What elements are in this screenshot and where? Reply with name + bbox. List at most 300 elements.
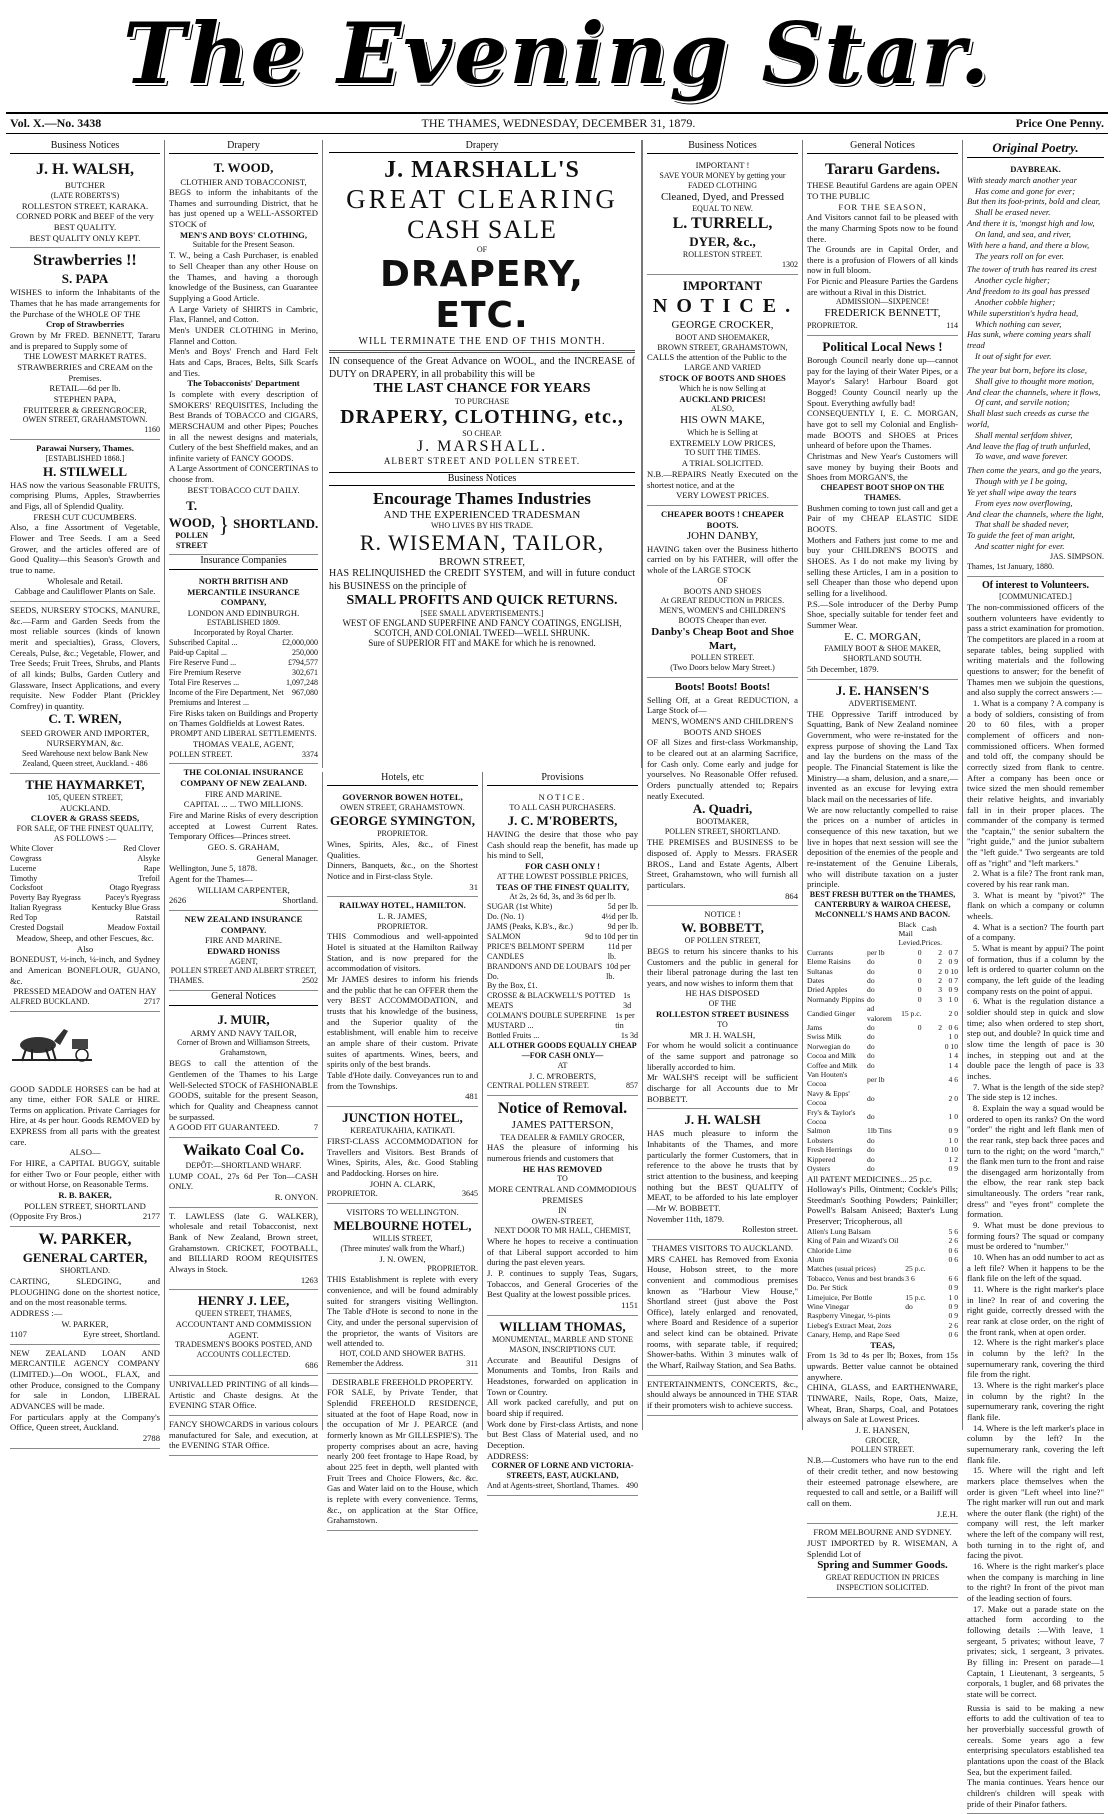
table-cell <box>905 1246 926 1255</box>
ad-text: BEST QUALITY ONLY KEPT. <box>29 232 141 243</box>
poem-line: The tower of truth has reared its crest <box>967 264 1097 275</box>
list-row <box>10 864 160 874</box>
list-cell: By the Box, £1. <box>487 981 538 991</box>
poem-line: But then its foot-prints, bold and clear, <box>967 196 1101 207</box>
section-heading: Hotels, etc <box>327 772 478 786</box>
question-item: 5. What is meant by appui? The point of formation, thus if a column by the left is ordered to quarter column on the company, the left guide of the leading company rests on the point of appui. <box>967 943 1104 996</box>
ad-text: FIRE AND MARINE. <box>204 935 283 946</box>
ad-text: OF <box>717 575 728 585</box>
poem-line: With here a hand, and there a blow, <box>967 239 1090 250</box>
ad-name: THE COLONIAL INSURANCE COMPANY OF NEW ZEALAND. <box>180 767 307 789</box>
table-cell: 0 <box>917 975 922 985</box>
ad-number: 114 <box>946 320 958 330</box>
ad-text: General Manager. <box>256 852 318 863</box>
table-cell <box>922 1136 942 1145</box>
list-cell: 9d per lb. <box>607 921 638 931</box>
table-cell: 0 9 <box>948 1283 958 1293</box>
ad-title: VISITORS TO WELLINGTON. <box>346 1207 459 1218</box>
table-cell <box>899 1042 922 1051</box>
article-text: The non-commissioned officers of the southern volunteers have evidently to pass a strict examination for promotion. The competitors are placed in a room at separate tables, being supplied with writing materials and the following questions to answer; for the benefit of Thames men we subjoin the questions, and also supply the correct answers :— <box>967 602 1104 698</box>
poem-line: Another cobble higher; <box>975 296 1056 307</box>
question-item: 6. What is the regulation distance a soldier should step in quick and slow time; also when ordered to step short, step out, and double? In quick time and slow time the length of pace is 30 inches, in stepping out and at the double pace the length of pace is 33 inches. <box>967 996 1104 1081</box>
ad-text: ALSO— <box>69 1147 101 1158</box>
ad-text: TO <box>557 1174 568 1184</box>
column-6 <box>802 140 962 1592</box>
hansen-price-table-2 <box>807 1227 958 1340</box>
ad-text: A Large Assortment of CONCERTINAS to choose from. <box>169 463 318 485</box>
table-cell <box>905 1255 926 1264</box>
ad-wren <box>10 602 160 774</box>
list-cell: Crested Dogstail <box>10 923 64 933</box>
poem-line: Shall give to thought more motion, <box>975 375 1095 386</box>
table-cell: 0 <box>917 966 922 976</box>
ad-name: S. PAPA <box>61 271 109 287</box>
ad-text: Mr JAMES desires to inform his friends and the public that he can OFFER them the very BEST ACCOMMODATION, and trusts that his knowledge of the business, and the Superior quality of the establishment, will enable him to receive an ample share of their custom. Private suites of apartments. Wines, beers, and spirits only of the best brands. <box>327 974 478 1070</box>
list-cell: PRICE'S BELMONT SPERM CANDLES <box>487 941 585 961</box>
table-cell: 2 6 <box>948 1236 958 1246</box>
ad-address: OWEN STREET, GRAHAMSTOWN. <box>340 803 465 813</box>
ad-signature: J. E. HANSEN, <box>855 1424 910 1435</box>
table-cell <box>926 1293 942 1302</box>
ad-title: IMPORTANT <box>682 278 763 294</box>
ad-text: SMALL PROFITS AND QUICK RETURNS. <box>346 593 618 608</box>
table-cell <box>926 1227 942 1236</box>
ad-text: FAMILY BOOT & SHOE MAKER, <box>824 644 941 654</box>
ad-text: LARGE AND VARIED <box>684 363 761 373</box>
section-heading: Drapery <box>329 140 635 153</box>
ad-cahel <box>647 1240 798 1376</box>
ad-name: H. STILWELL <box>42 463 128 479</box>
ad-number: 3374 <box>302 749 318 759</box>
ad-text: Shortland. <box>282 895 318 906</box>
table-cell <box>926 1246 942 1255</box>
section-heading: General Notices <box>169 991 318 1005</box>
column-hotels <box>322 772 482 1526</box>
ad-signature: GEORGE SYMINGTON, <box>330 812 475 828</box>
ad-text: SEEDS, NURSERY STOCKS, MANURE, &c.—Farm and Garden Seeds from the most reliable sources (kinds of known merit and specialties), Grass, Clovers, Cereals, Pulse, &c.; Vegetable, Flower, and Tree Seeds; Fruit Trees, Shrubs, and Plants of all kinds; Bulbs, Garden Cutlery and Glassware, Insect Applications, and every requisite. New Fodder Plant (Prickley Comfrey) in quantity. <box>10 604 160 711</box>
list-row <box>10 913 160 923</box>
ad-signature: GEO. S. GRAHAM, <box>207 842 280 853</box>
poem-line: Has sunk, where coming years shall tread <box>967 329 1091 351</box>
ad-address: Seed Warehouse next below Bank New Zealand, Queen street, Auckland. - 486 <box>21 748 149 768</box>
table-row <box>807 1108 958 1127</box>
poem-date: Thames, 1st January, 1880. <box>967 561 1055 571</box>
table-cell: Dried Apples <box>807 985 848 995</box>
table-row <box>807 1302 958 1311</box>
ad-text: Remember the Address. <box>327 1358 404 1368</box>
list-cell: JAMS (Peaks, K.B's., &c.) <box>487 921 573 931</box>
table-cell: 1 4 <box>948 1060 958 1070</box>
ad-text: A GOOD FIT GUARANTEED. <box>169 1122 280 1133</box>
table-cell: 1 4 <box>948 1051 958 1061</box>
table-cell: Eleme Raisins <box>807 957 851 967</box>
table-cell: do <box>867 1154 875 1164</box>
ad-text: AT <box>557 1060 568 1070</box>
ad-strawberries <box>10 248 160 440</box>
table-cell <box>905 1330 926 1339</box>
ad-text: CONSEQUENTLY I, E. C. MORGAN, have got to sell my Colonial and English-made BOOTS and SHOES at Prices unheard of before upon the Thames. <box>807 408 958 451</box>
ad-signature: J. N. OWEN, <box>379 1253 426 1264</box>
ad-text: VERY LOWEST PRICES. <box>676 490 769 501</box>
ad-text: INSPECTION SOLICITED. <box>836 1582 929 1592</box>
poem-line: Shall be erased never. <box>975 207 1051 218</box>
ad-address: POLLEN STREET. <box>850 1445 915 1455</box>
volume-number: Vol. X.—No. 3438 <box>10 116 102 130</box>
ad-junction-hotel <box>327 1107 478 1204</box>
table-header-cell: Cash <box>921 924 937 934</box>
ad-text: MRS CAHEL has Removed from Exonia House, Hobson street, to the more convenient and commodious premises known as "Harbour View House," Shortland street (just above the Post Office), lately enlarged and renovated, where Board and Residence of a superior and select kind can be obtained. Private rooms, with separate table, if required; Shower-baths. Within 3 minutes walk of the Wharf, Railway Station, and Sea Baths. <box>647 1253 798 1371</box>
poem-text <box>967 175 1104 552</box>
ad-text: HAVING taken over the Business hitherto carried on by his FATHER, will offer the whole of the LARGE STOCK <box>647 543 798 576</box>
list-row <box>487 1011 638 1031</box>
table-row <box>807 1023 958 1032</box>
table-cell: 15 p.c. <box>905 1292 926 1302</box>
ad-text: NEXT DOOR TO MR HALL, CHEMIST, <box>494 1226 631 1236</box>
ad-number: 1160 <box>144 425 160 435</box>
table-cell: Swiss Milk <box>807 1032 842 1042</box>
list-cell: White Clover <box>10 843 54 853</box>
question-item: 4. What is a section? The fourth part of a company. <box>967 921 1104 943</box>
list-row <box>169 688 318 708</box>
ad-name: J. C. M'ROBERTS, <box>507 812 618 828</box>
ad-nursery <box>10 440 160 602</box>
table-cell: Matches (usual prices) <box>807 1264 876 1274</box>
section-heading: Original Poetry. <box>967 140 1104 158</box>
table-cell <box>899 1051 922 1060</box>
list-cell: Rape <box>143 863 160 873</box>
table-row <box>807 1136 958 1145</box>
ad-text: DYER, &c., <box>689 234 756 250</box>
table-row <box>807 1311 958 1320</box>
ad-text: BONEDUST, ½-inch, ¼-inch, and Sydney and American BONEFLOUR, GUANO, &c. <box>10 954 160 986</box>
table-cell: do <box>867 1135 875 1145</box>
poem-author: JAS. SIMPSON. <box>1049 551 1104 561</box>
ad-number: 1151 <box>621 1300 638 1311</box>
table-cell: Tobacco, Venus and best brands <box>807 1273 904 1283</box>
poem-daybreak <box>967 161 1104 577</box>
ad-text: CHEAPEST BOOT SHOP ON THE THAMES. <box>820 482 945 502</box>
table-cell: do <box>867 1051 875 1061</box>
table-cell <box>926 1321 942 1330</box>
list-cell: Paid-up Capital ... <box>169 648 227 658</box>
table-cell: 3 <box>938 994 942 1004</box>
ad-text: T. W., being a Cash Purchaser, is enabled to Sell Cheaper than any other House on the Thames, and having a thorough knowledge of the Business, can Guarantee Supplying a Good Article. <box>169 250 318 303</box>
ad-subtitle: Danby's Cheap Boot and Shoe Mart, <box>651 626 794 652</box>
table-cell <box>905 1283 926 1292</box>
newspaper-title: The Evening Star. <box>122 4 992 103</box>
ad-text: MORE CENTRAL AND COMMODIOUS PREMISES <box>488 1184 637 1206</box>
poem-line: The year but born, before its close, <box>967 364 1087 375</box>
table-header-cell <box>807 938 867 947</box>
ad-title: Notice of Removal. <box>497 1100 628 1118</box>
list-row <box>10 883 160 893</box>
ad-text: HAS the pleasure of informing his numerous friends and customers that <box>487 1142 638 1164</box>
ad-text: Grown by Mr FRED. BENNETT, Tararu and is prepared to Supply some of <box>10 329 160 351</box>
list-cell: Timothy <box>10 873 38 883</box>
ad-address: POLLEN STREET. <box>169 749 233 759</box>
section-heading: Business Notices <box>329 472 635 486</box>
ad-text: WISHES to inform the Inhabitants of the Thames that he has made arrangements for the Purchase of the WHOLE OF THE <box>10 287 160 319</box>
table-cell <box>899 1164 922 1173</box>
list-row <box>10 903 160 913</box>
ad-parker <box>10 1227 160 1345</box>
ad-text: We are now reluctantly compelled to raise the prices on a number of articles in consequence of this new taxation, but we live in hopes that next session will see the deposition of the enemies of the people and re-instatement of the Genuine Liberals, who will distribute taxation on a juster principle. <box>807 804 958 890</box>
ad-text: ADDRESS: <box>487 1450 529 1461</box>
columns <box>6 140 1108 1809</box>
table-cell: Sultanas <box>807 966 833 976</box>
question-item: 13. Where is the right marker's place in column by the right? In the supernumerary rank, covering the right flank file. <box>967 1379 1104 1422</box>
table-cell: 3 6 <box>905 1273 915 1283</box>
table-cell <box>905 1227 926 1236</box>
list-cell: Total Fire Reserves ... <box>169 677 240 687</box>
table-cell: per lb <box>867 1074 885 1084</box>
ad-walsh <box>10 157 160 248</box>
table-row <box>807 1155 958 1164</box>
table-row <box>807 1246 958 1255</box>
ad-text: THAMES. <box>169 976 204 986</box>
ad-text: PROPRIETOR. <box>377 829 428 839</box>
table-cell: Wine Vinegar <box>807 1302 849 1312</box>
ad-signature: W. PARKER, <box>61 1318 109 1329</box>
table-row <box>807 1264 958 1273</box>
ad-text: HAS now the various Seasonable FRUITS, comprising Plums, Apples, Strawberries and Figs, all of Splendid Quality. <box>10 479 160 512</box>
table-cell: 0 6 <box>948 1245 958 1255</box>
table-cell <box>922 1061 942 1070</box>
ad-date: November 11th, 1879. <box>647 1213 725 1224</box>
table-cell <box>922 1089 942 1108</box>
table-row <box>807 1042 958 1051</box>
ad-text: BEST FRESH BUTTER on the THAMES, CANTERBURY & WAIROA CHEESE, McCONNELL'S HAMS AND BACON. <box>809 889 956 919</box>
ad-text: FANCY SHOWCARDS in various colours manufactured for Sale, and execution, at the EVENING STAR Office. <box>169 1418 318 1451</box>
ad-name: HENRY J. LEE, <box>197 1293 290 1309</box>
issue-line <box>6 112 1108 134</box>
table-cell: 2 <box>938 957 942 967</box>
ad-entertainments <box>647 1376 798 1416</box>
ad-text: Incorporated by Royal Charter. <box>193 628 294 638</box>
list-cell: £794,577 <box>288 658 318 668</box>
ad-text: Agent for the Thames— <box>169 873 253 884</box>
table-cell: 0 10 <box>944 966 958 976</box>
column-2 <box>164 140 322 1451</box>
ad-address: SHORTLAND SOUTH. <box>843 654 922 664</box>
ad-text: THIS Establishment is replete with every convenience, and will be found admirably suited for strangers visiting Wellington. The Table d'Hote is second to none in the City, and under the personal supervision of the proprietor, the wants of Visitors are well attended to. <box>327 1274 478 1349</box>
ad-text: CHINA, GLASS, and EARTHENWARE, TINWARE, Nails, Rope, Oats, Maize, Wheat, Bran, Sharps, Coal, and Potatoes always on Sale at Lowest Prices. <box>807 1382 958 1425</box>
list-cell: Meadow Foxtail <box>107 923 160 933</box>
ad-address: KEREATUKAHIA, KATIKATI. <box>350 1126 455 1136</box>
table-cell: 0 <box>917 994 922 1004</box>
table-row <box>807 976 958 985</box>
list-cell: 1s 3d <box>623 991 632 1011</box>
ad-title: N O T I C E . <box>652 295 793 318</box>
list-cell: 1,097,248 <box>286 677 318 687</box>
ad-patterson <box>487 1096 638 1316</box>
ad-title: ACCOUNTANT AND COMMISSION AGENT. <box>175 1319 312 1340</box>
ad-text: RETAIL—6d per lb. <box>49 383 121 394</box>
ad-address: ROLLESTON STREET, KARAKA. <box>21 200 149 211</box>
table-cell: 0 6 <box>948 1255 958 1264</box>
ad-date: Wellington, June 5, 1878. <box>169 863 258 874</box>
ad-text: N.B.—REPAIRS Neatly Executed on the shortest notice, and at the <box>647 468 798 490</box>
list-cell: BRANDON'S AND DE LOUBAI'S Do. <box>487 961 603 981</box>
ad-text: A TRIAL SOLICITED. <box>681 458 764 469</box>
list-cell: Italian Ryegrass <box>10 903 62 913</box>
ad-signature: J. MARSHALL. <box>416 438 548 455</box>
list-cell: Do. (No. 1) <box>487 912 524 922</box>
ad-title: Boots! Boots! Boots! <box>674 681 771 694</box>
table-cell: 1lb Tins <box>867 1126 892 1136</box>
list-cell: Otago Ryegrass <box>109 883 160 893</box>
ad-crocker <box>647 275 798 506</box>
list-cell: Alsyke <box>137 853 160 863</box>
list-row <box>10 844 160 854</box>
table-header-cell: Black Mail <box>898 919 917 938</box>
table-cell: Norwegian do <box>807 1041 851 1051</box>
ad-name: C. T. WREN, <box>48 711 122 727</box>
ad-text: HIS OWN MAKE, <box>680 414 765 427</box>
list-cell: Bottled Fruits ... <box>487 1030 540 1040</box>
ad-colonial-insurance <box>169 764 318 911</box>
ad-title: ARMY AND NAVY TAILOR, <box>190 1027 297 1038</box>
table-cell <box>922 1070 942 1089</box>
ad-text: DEPÔT:—SHORTLAND WHARF. <box>185 1160 302 1170</box>
list-cell: 5d per lb. <box>607 902 638 912</box>
table-cell: do <box>867 1023 875 1032</box>
list-cell: 250,000 <box>292 648 318 658</box>
ad-text: HAS much pleasure to inform the Inhabitants of the Thames, and more particularly the former Customers, that in reference to the above he trusts that by strict attention to the business, and keeping nothing but the BEST QUALITY of MEAT, to be afforded to his late employer—Mr W. BOBBETT. <box>647 1128 798 1213</box>
table-cell <box>899 1108 922 1127</box>
table-row <box>807 1164 958 1173</box>
ad-title: NOTICE. <box>538 792 587 803</box>
ad-number: 490 <box>626 1481 638 1491</box>
table-cell: 4 6 <box>948 1074 958 1084</box>
question-list <box>967 698 1104 1700</box>
table-header-cell: Prices. <box>921 938 942 948</box>
list-row <box>487 1031 638 1041</box>
ad-text: TO PURCHASE <box>454 397 510 406</box>
table-cell <box>942 1264 958 1273</box>
column-5 <box>642 140 802 1430</box>
ad-title: Tararu Gardens. <box>825 161 940 179</box>
ad-title: Political Local News ! <box>822 338 943 354</box>
table-cell: Candied Ginger <box>807 1008 856 1018</box>
table-cell: 2 0 <box>948 1093 958 1103</box>
ad-muir <box>169 1009 318 1138</box>
table-cell <box>922 1145 942 1154</box>
ad-text: HE HAS DISPOSED <box>685 988 760 999</box>
table-cell: do <box>867 1060 875 1070</box>
ad-address: CORNER OF LORNE AND VICTORIA-STREETS, EAST, AUCKLAND, <box>491 1461 634 1481</box>
ad-text: Which he is Selling at <box>687 427 758 437</box>
article-text: Russia is said to be making a new efforts to add the cultivation of tea to her proverbially successful growth of cereals. Some years ago a few enterprising speculators established tea plantations upon the coast of the Black Sea, but the experiment failed. <box>967 1702 1104 1777</box>
ad-text: SEED GROWER AND IMPORTER, NURSERYMAN, &c. <box>20 727 150 749</box>
ad-text: BOOTS AND SHOES <box>683 585 762 596</box>
ad-name: NEW ZEALAND INSURANCE COMPANY. <box>184 913 303 935</box>
ad-text: J. P. continues to supply Teas, Sugars, Tobaccos, and General Groceries of the Best Quality at the lowest possible prices. <box>487 1268 638 1300</box>
ad-address: WILLIS STREET, <box>372 1233 433 1243</box>
list-cell: Red Clover <box>123 843 160 853</box>
ad-number: 2717 <box>144 996 160 1006</box>
marshall-sale-ad <box>322 140 642 768</box>
table-row <box>807 1004 958 1023</box>
table-cell <box>926 1302 942 1311</box>
list-cell: Kentucky Blue Grass <box>91 903 160 913</box>
ad-text: PRESSED MEADOW and OATEN HAY <box>13 986 157 997</box>
table-cell: do <box>867 1112 875 1122</box>
table-row <box>807 1236 958 1245</box>
column-provisions <box>482 772 642 1491</box>
question-item: 11. Where is the right marker's place in line? In rear of and covering the right guide, correctly dressed with the rear rank at close order, on the right of the front rank, when at open order. <box>967 1284 1104 1337</box>
table-cell: Dates <box>807 975 825 985</box>
table-row <box>807 1061 958 1070</box>
ad-text: LONDON AND EDINBURGH. <box>187 607 300 618</box>
ad-text: BOOT AND SHOEMAKER, <box>675 332 770 342</box>
poem-line: To wave, and wave forever. <box>975 451 1068 462</box>
ad-text: MR J. H. WALSH, <box>689 1029 756 1040</box>
ad-text: Mothers and Fathers just come to me and buy your CHILDREN'S BOOTS and SHOES. As I do not make my living by selling these Articles, I am in a position to sell Cheaper than those who depend upon selling for a livelihood. <box>807 534 958 598</box>
ad-text: CARTING, SLEDGING, and PLOUGHING done on the shortest notice, and on the most reasonable terms. <box>10 1275 160 1308</box>
ad-signature: L. R. JAMES, <box>378 910 427 921</box>
table-cell: 0 10 <box>944 1041 958 1051</box>
table-row <box>807 1330 958 1339</box>
ad-text: [SEE SMALL ADVERTISEMENTS.] <box>420 609 544 618</box>
ad-text: SO CHEAP. <box>462 429 502 438</box>
ad-text: THESE Beautiful Gardens are again OPEN TO THE PUBLIC <box>807 180 958 201</box>
table-cell: Lobsters <box>807 1135 834 1145</box>
table-cell: ad valorem <box>867 1004 892 1023</box>
ad-name: JUNCTION HOTEL, <box>342 1109 463 1125</box>
ad-text: N.B.—Customers who have run to the end of their credit tether, and now bestowing their esteemed patronage elsewhere, are requested to call and settle, or a Bailiff will call on them. <box>807 1455 958 1508</box>
table-cell: do <box>867 966 875 976</box>
table-cell: Oysters <box>807 1164 831 1174</box>
ad-name: RAILWAY HOTEL, HAMILTON. <box>339 900 466 911</box>
masthead <box>6 0 1108 112</box>
table-cell: Liebeg's Extract Meat, 2ozs <box>807 1320 892 1330</box>
ad-text: Cabbage and Cauliflower Plants on Sale. <box>14 586 156 597</box>
ad-text: BEGS to return his sincere thanks to his Customers and the public in general for their liberal patronage during the last ten years, and now wishes to inform them that <box>647 945 798 988</box>
table-cell: 1 2 <box>948 1154 958 1164</box>
table-cell: Coffee and Milk <box>807 1060 858 1070</box>
ad-text: ADMISSION—SIXPENCE! <box>835 297 930 307</box>
list-cell: £2,000,000 <box>282 638 318 648</box>
question-item: 1. What is a company ? A company is a body of soldiers, consisting of from 20 to 60 files, with a proper complement of officers and non-commissioned officers. When formed and told off, the company should be correctly sized from flank to centre. After a company has been once or twice sized the men should remember their relative heights, and invariably fall in in their proper places. The commander of the company is termed the "captain," the senior subaltern the "right guide," and the junior subaltern the "left guide." Two sergeants are told off as "right" and "left markers." <box>967 697 1104 868</box>
ad-text: BEST TOBACCO CUT DAILY. <box>187 484 300 495</box>
ad-text: Meadow, Sheep, and other Fescues, &c. <box>16 933 154 944</box>
ad-text: OF <box>476 245 488 254</box>
table-cell: Kippered <box>807 1154 836 1164</box>
ad-text: Wines, Spirits, Ales, &c., of Finest Qualities. <box>327 838 478 860</box>
ad-text: LUMP COAL, 27s 6d Per Ton—CASH ONLY. <box>169 1170 318 1192</box>
ad-text: A Large Variety of SHIRTS in Cambric, Flax, Flannel, and Cotton. <box>169 303 318 325</box>
poem-line: Of cant, and servile notion; <box>975 397 1070 408</box>
ad-name: JAMES PATTERSON, <box>511 1118 614 1131</box>
ad-lee <box>169 1290 318 1376</box>
table-cell <box>899 1032 922 1041</box>
ad-address: Rolleston street. <box>742 1224 798 1235</box>
table-cell: 0 9 <box>948 1164 958 1174</box>
ad-text: TO SUIT THE TIMES. <box>684 448 761 458</box>
list-cell: 302,671 <box>292 668 318 678</box>
article-note: [COMMUNICATED.] <box>999 592 1072 602</box>
list-cell: 9d to 10d per tin <box>585 931 638 941</box>
ad-text: (Three minutes' walk from the Wharf,) <box>340 1243 465 1253</box>
table-cell: 0 9 <box>948 1311 958 1321</box>
ad-text: OF all Sizes and first-class Workmanship, to be cleared out at an alarming Sacrifice, for Cash only. Come early and judge for yourselves. No Reasonable Offer refused. Orders punctually attended to; Repairs neatly Executed. <box>647 737 798 801</box>
ad-signature: THOMAS VEALE, AGENT, <box>193 738 294 749</box>
list-row <box>487 991 638 1011</box>
table-cell: 0 <box>917 1023 922 1032</box>
ad-text: From 1s 3d to 4s per lb; Boxes, from 15s upwards. Better value cannot be obtained anywhere. <box>807 1350 958 1382</box>
ad-title: CASH SALE <box>407 215 557 244</box>
